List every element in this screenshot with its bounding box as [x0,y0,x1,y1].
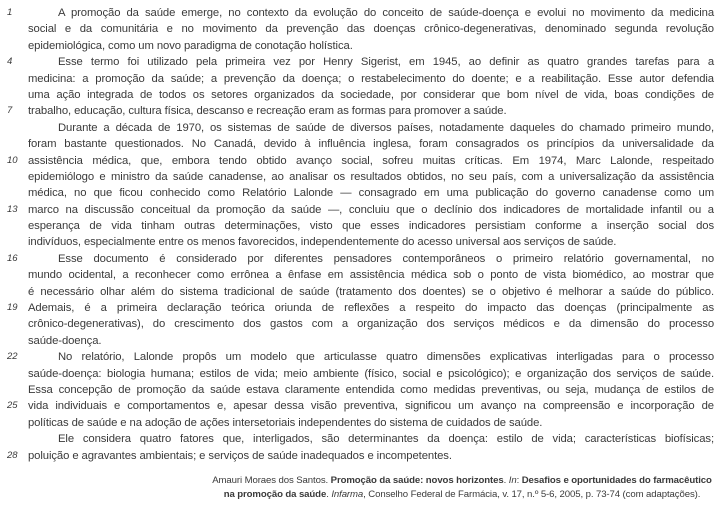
text-line [7,202,714,218]
line-text: uma ação integrada de todos os setores organizados da sociedade, por considerar que bom nível de vida, boas condições de [28,88,714,101]
line-text: foram bastante questionados. No Canadá, devido à influência inglesa, foram consagrados os princípios da universalidade da [28,138,714,151]
line-text: A promoção da saúde emerge, no contexto da evolução do conceito de saúde-doença e evolui no movimento da medicina [58,7,714,19]
text-line [7,349,714,365]
text-line [28,366,714,382]
line-text: mundo ocidental, a reconhecer como errônea a ênfase em assistência médica sob o ponto de vista biomédico, ao mostrar que [28,269,714,282]
line-text: marco na discussão conceitual da promoção da saúde —, concluiu que o declínio dos indicadores de mortalidade infantil ou a [28,203,714,216]
text-line [28,185,714,201]
text-line [28,431,714,447]
line-number: 10 [7,154,18,166]
text-line [7,448,714,464]
text-line [7,5,714,21]
line-text: epidemiólogo e ministro da saúde canadense, ao analisar os resultados obtidos, no seu país, com a universalização da assistência [28,170,714,183]
text-line [28,218,714,234]
line-number: 7 [7,105,13,117]
text-line [28,38,714,54]
citation-segment: . [326,488,332,500]
line-text: Ademais, é a primeira declaração teórica oriunda de reflexões a respeito do impacto das doenças (principalmente as [28,302,714,315]
text-line [28,71,714,87]
line-text: é necessário olhar além do sistema tradicional de saúde (tratamento dos doentes) se o objetivo é melhorar a saúde do público. [28,285,714,298]
line-text: poluição e agravantes ambientais; e serviços de saúde inadequados e incompetentes. [28,449,452,462]
line-text: Essa concepção de promoção da saúde estava claramente entendida como medidas preventivas, ou seja, mudança de estilos de [28,383,714,396]
citation-segment: Infarma [331,488,364,500]
citation-segment: : [516,475,522,486]
text-line [28,87,714,103]
text-line [28,234,714,250]
line-text: Esse documento é considerado por diferentes pensadores contemporâneos o primeiro relatório governamental, no [58,252,714,265]
line-number: 25 [7,400,18,412]
citation-segment: Desafios e oportunidades do farmacêutico [521,475,712,486]
line-number: 16 [7,252,18,264]
line-text: social e da comunitária e no movimento da prevenção das doenças crônico-degenerativas, denominado segunda revolução [28,23,714,36]
line-text: No relatório, Lalonde propôs um modelo que articulasse quatro dimensões explicativas interligadas para o processo [58,351,714,364]
line-text: políticas de saúde e na adoção de ações intersetoriais independentes do sistema de cuidados de saúde. [28,416,543,429]
line-text: assistência médica, que, embora tendo obtido avanço social, sofreu muitas críticas. Em 1974, Marc Lalonde, respeitado [28,154,714,167]
citation-segment: , Conselho Federal de Farmácia, v. 17, n.º 5-6, 2005, p. 73-74 (com adaptações). [363,488,701,500]
text-line [7,300,714,316]
line-number: 19 [7,302,18,314]
line-text: esperança de vida tinham outras determinações, visto que esses indicadores persistiam conforme a inserção social dos [28,220,714,233]
text-line [28,120,714,136]
line-text: epidemiológica, como um novo paradigma de conotação holística. [28,39,353,52]
text-line [7,153,714,169]
line-number: 28 [7,449,18,461]
line-text: indivíduos, especialmente entre os menos favorecidos, independentemente do acesso universal aos serviços de saúde. [28,236,617,249]
line-number: 1 [7,7,13,18]
line-text: saúde-doença: biologia humana; estilos de vida; meio ambiente (físico, social e psicológico); e organização dos serviços de saúde. [28,367,714,380]
text-line [7,251,714,267]
text-line [28,267,714,283]
citation-segment: Amauri Moraes dos Santos. [212,475,331,486]
line-number: 13 [7,203,18,215]
line-text: trabalho, educação, cultura física, descanso e recreação eram as formas para promover a saúde. [28,105,507,118]
line-number: 22 [7,351,18,363]
text-line [28,21,714,37]
citation-segment: Promoção da saúde: novos horizontes [330,475,504,486]
text-line [7,103,714,119]
text-line [28,415,714,431]
text-line [7,398,714,414]
line-text: crônico-degenerativas), do crescimento dos gastos com a organização dos serviços médicos e da dimensão do processo [28,318,714,331]
citation-line [212,474,712,488]
reading-passage [7,5,714,464]
source-citation [212,474,712,501]
text-line [28,169,714,185]
text-line [28,382,714,398]
text-line [7,54,714,70]
line-text: medicina: a promoção da saúde; a prevenção da doença; o restabelecimento do doente; e a reabilitação. Esse autor defendia [28,72,714,85]
citation-segment: na promoção da saúde [223,488,327,500]
line-text: Esse termo foi utilizado pela primeira vez por Henry Sigerist, em 1945, ao definir as quatro grandes tarefas para a [58,56,714,69]
text-line [28,316,714,332]
text-line [28,333,714,349]
text-line [28,284,714,300]
line-text: Ele considera quatro fatores que, interligados, são determinantes da doença: estilo de vida; características biofísicas; [58,433,714,446]
citation-segment: . [503,475,509,486]
line-text: Durante a década de 1970, os sistemas de saúde de diversos países, notadamente daqueles do chamado primeiro mundo, [58,121,714,134]
text-line [28,136,714,152]
line-text: saúde-doença. [28,334,102,347]
line-number: 4 [7,56,13,68]
citation-segment: In [508,475,517,486]
citation-line [212,488,712,502]
line-text: vida individuais e comportamentos e, apesar dessa visão preventiva, significou um avanço na compreensão e incorporação de [28,400,714,413]
line-text: médica, no que ficou conhecido como Relatório Lalonde — consagrado em uma publicação do governo canadense como um [28,187,714,200]
